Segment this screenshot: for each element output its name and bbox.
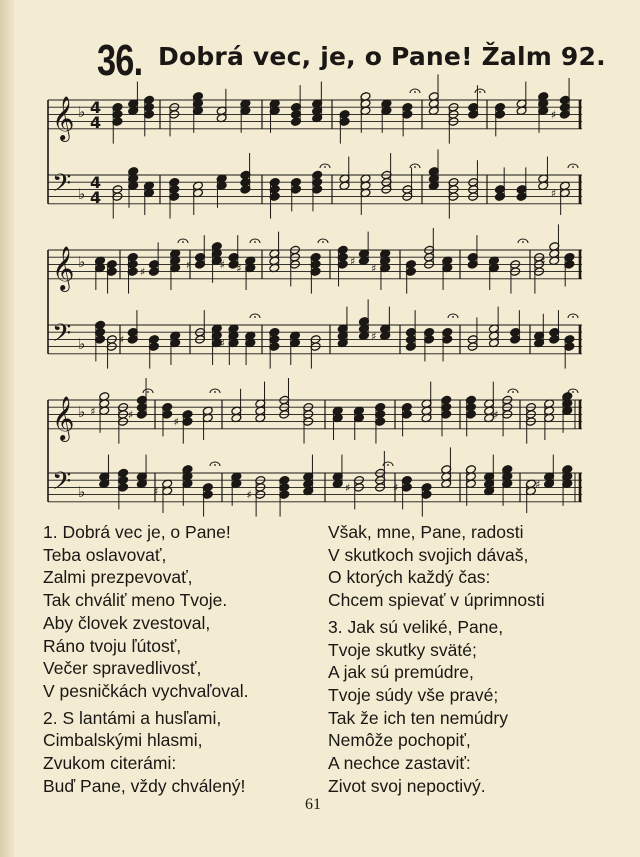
sharp-accidental: ♯ <box>173 415 179 429</box>
verse-line: Ráno tvoju ľútosť, <box>43 635 182 656</box>
verse-line: O ktorých každý čas: <box>328 567 491 588</box>
sharp-accidental: ♯ <box>127 408 134 422</box>
verse-line: 2. S lantámi a husľami, <box>43 707 222 728</box>
fermata-dot <box>182 241 184 243</box>
verse-line: Teba oslavovať, <box>43 544 167 565</box>
sharp-accidental: ♯ <box>550 187 557 200</box>
key-signature-flat: ♭ <box>78 253 86 271</box>
key-signature-flat: ♭ <box>78 103 86 121</box>
sharp-accidental: ♯ <box>540 254 546 268</box>
fermata-dot <box>254 316 256 318</box>
verse-line: Tak chváliť meno Tvoje. <box>43 590 228 611</box>
verses-left-column <box>43 521 248 797</box>
sharp-accidental: ♯ <box>236 262 242 275</box>
fermata-dot <box>254 241 256 243</box>
sharp-accidental: ♯ <box>535 477 541 491</box>
verse-line: A jak sú premúdre, <box>328 662 474 683</box>
fermata-dot <box>414 166 416 168</box>
bass-clef: 𝄢 <box>52 467 72 502</box>
sharp-accidental: ♯ <box>349 254 356 268</box>
hymn-number: 36. <box>97 36 143 85</box>
verse-block <box>43 707 248 798</box>
fermata-dot <box>572 391 574 393</box>
verses-right-column <box>328 521 545 797</box>
sharp-accidental: ♯ <box>371 262 377 275</box>
verse-line: Chcem spievať v úprimnosti <box>328 590 545 611</box>
verse-block <box>328 521 545 612</box>
verse-line: Zalmi prezpevovať, <box>43 567 193 588</box>
sharp-accidental: ♯ <box>246 488 252 502</box>
page-number: 61 <box>305 796 321 813</box>
verse-line: Večer spravedlivosť, <box>43 658 202 679</box>
verse-line: Aby človek zvestoval, <box>43 612 211 633</box>
sharp-accidental: ♯ <box>186 258 192 272</box>
sharp-accidental: ♯ <box>118 333 125 347</box>
fermata-dot <box>324 166 326 168</box>
time-signature-bottom: 4 <box>90 188 102 207</box>
sharp-accidental: ♯ <box>219 337 225 350</box>
key-signature-flat: ♭ <box>78 403 86 421</box>
sharp-accidental: ♯ <box>153 485 159 498</box>
treble-clef: 𝄞 <box>52 396 75 440</box>
verse-line: 1. Dobrá vec je, o Pane! <box>43 522 231 542</box>
time-signature-top: 4 <box>90 98 102 117</box>
verse-line: Však, mne, Pane, radosti <box>328 522 524 542</box>
verse-line: Tvoje skutky sväté; <box>328 639 477 660</box>
verse-line: Buď Pane, vždy chválený! <box>43 775 246 796</box>
verse-line: Tvoje súdy vše pravé; <box>328 684 499 705</box>
treble-clef: 𝄞 <box>52 96 75 140</box>
time-signature-bottom: 4 <box>90 113 102 132</box>
fermata-dot <box>214 464 216 466</box>
fermata-dot <box>522 241 524 243</box>
fermata-dot <box>387 464 389 466</box>
verse-line: Zivot svoj nepoctivý. <box>328 775 486 796</box>
fermata-dot <box>322 241 324 243</box>
fermata-dot <box>414 91 416 93</box>
sharp-accidental: ♯ <box>139 265 146 279</box>
bass-clef: 𝄢 <box>52 169 72 204</box>
sharp-accidental: ♯ <box>90 404 96 418</box>
verse-line: Zvukom citerámi: <box>43 753 177 774</box>
sharp-accidental: ♯ <box>219 258 225 272</box>
fermata-dot <box>479 91 481 93</box>
fermata-dot <box>572 316 574 318</box>
verse-block <box>43 521 248 703</box>
verse-block <box>328 616 545 798</box>
verse-line: Cimbalskými hlasmi, <box>43 730 203 751</box>
verse-line: A nechce zastaviť: <box>328 753 471 774</box>
key-signature-flat: ♭ <box>78 335 86 353</box>
key-signature-flat: ♭ <box>78 483 86 501</box>
sharp-accidental: ♯ <box>493 408 499 422</box>
verse-line: 3. Jak sú veliké, Pane, <box>328 616 504 637</box>
sharp-accidental: ♯ <box>371 329 377 343</box>
verse-line: Nemôže pochopiť, <box>328 730 471 751</box>
fermata-dot <box>214 391 216 393</box>
sharp-accidental: ♯ <box>344 481 351 495</box>
fermata-dot <box>452 316 454 318</box>
treble-clef: 𝄞 <box>52 246 75 290</box>
bass-clef: 𝄢 <box>52 319 72 354</box>
fermata-dot <box>147 391 149 393</box>
sharp-accidental: ♯ <box>550 108 557 122</box>
sharp-accidental: ♯ <box>392 481 399 495</box>
verse-line: V skutkoch svojich dávaš, <box>328 544 529 565</box>
fermata-dot <box>512 391 514 393</box>
verse-line: V pesničkách vychvaľoval. <box>43 680 249 701</box>
fermata-dot <box>572 166 574 168</box>
verse-line: Tak že ich ten nemúdry <box>328 707 508 728</box>
hymn-title: Dobrá vec, je, o Pane! Žalm 92. <box>158 42 606 71</box>
key-signature-flat: ♭ <box>78 185 86 203</box>
time-signature-top: 4 <box>90 173 102 192</box>
